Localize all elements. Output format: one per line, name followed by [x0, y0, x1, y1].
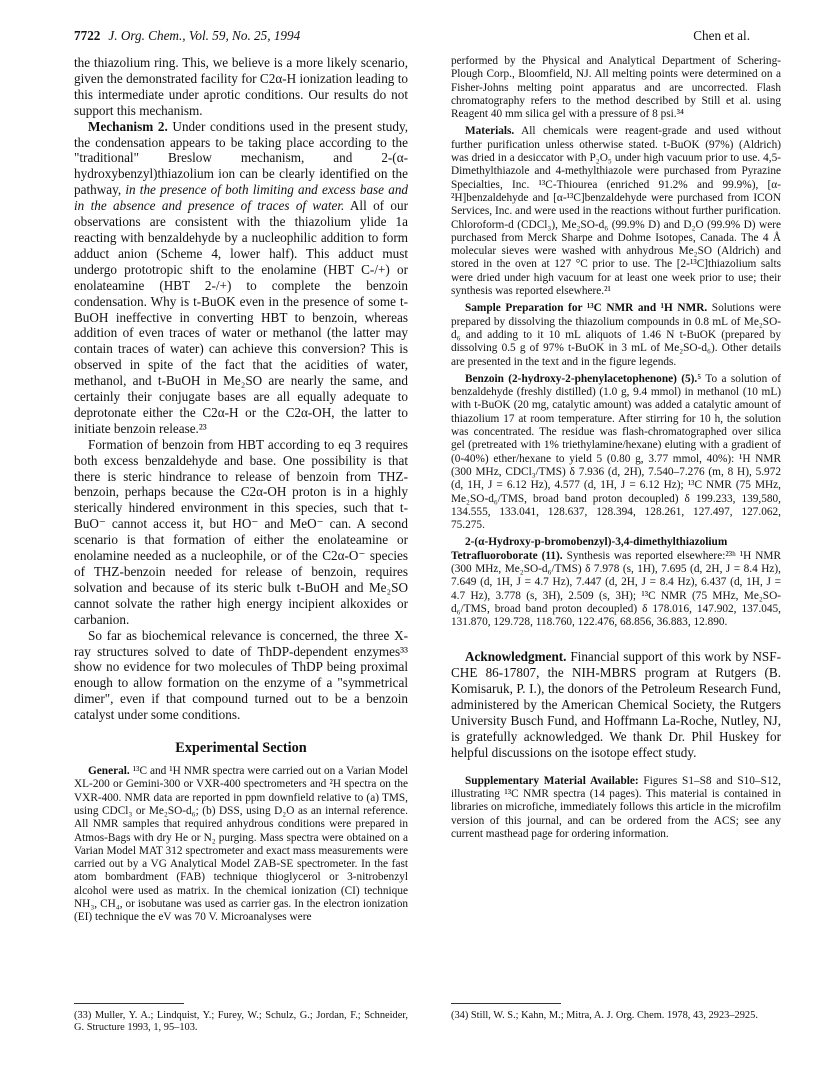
paragraph-analytical: performed by the Physical and Analytical Department of Schering-Plough Corp., Bloomfield, NJ. All melting points were determined on a Fisher-Johns melting point apparatus and are uncorrected. Flash chromatography refers to the method described by Still et al. using Reagent 40 mm silica gel with a pressure of 8 psi.³⁴: [451, 55, 781, 121]
footnote-rule-right: [451, 1003, 561, 1004]
paragraph-acknowledgment: [451, 649, 781, 760]
sample-preparation-heading: Sample Preparation for ¹³C NMR and ¹H NMR.: [465, 302, 708, 315]
mechanism-2-text-b: All of our observations are consistent with the thiazolium ylide 1a reacting with benzaldehyde by a nucleophilic addition to form adduct anion (Scheme 4, lower half). This adduct must undergo prototropic shift to the enolamine (HBT C-/+) or enolateamine (HBT 2-/+) to complete the benzoin condensation. Why is t-BuOK even in the presence of some t-BuOH ineffective in converting HBT to benzoin, whereas addition of even traces of water or methanol (the latter may contain traces of water) can achieve this conversion? This is observed in spite of the fact that the acidities of water, methanol, and t-BuOH in Me₂SO are nearly the same, and certainly their conjugate bases are all equally adequate to deprotonate either the C2α-H or the C2α-OH, the latter to initiate benzoin release.²³: [74, 198, 408, 436]
left-column: [74, 55, 408, 925]
right-column: [451, 55, 781, 841]
paragraph-mechanism-2: [74, 119, 408, 437]
footnote-33: (33) Muller, Y. A.; Lindquist, Y.; Furey, W.; Schulz, G.; Jordan, F.; Schneider, G. Structure 1993, 1, 95–103.: [74, 1010, 408, 1034]
mechanism-2-heading: Mechanism 2.: [88, 118, 168, 134]
sample-preparation-text: Solutions were prepared by dissolving the thiazolium compounds in 0.8 mL of Me₂SO-d₆ and adding to it 10 mL aliquots of 1.46 N t-BuOK (prepared by dissolving 0.5 g of 97% t-BuOK in 3 mL of Me₂SO-d₆). Other details are presented in the text and in the figure legends.: [451, 302, 781, 368]
materials-text: All chemicals were reagent-grade and used without further purification unless otherwise stated. t-BuOK (97%) (Aldrich) was dried in a desiccator with P₂O₅ under high vacuum prior to use. 4,5-Dimethylthiazole and 4-methylthiazole were purchased from Pyrazine Specialties, Inc. ¹³C-Thiourea (enriched 91.2% and 99.9%), [α-²H]benzaldehyde and [α-¹³C]benzaldehyde were purchased from ICON Services, Inc. and were used in the reactions without further purification. Chloroform-d (CDCl₃), Me₂SO-d₆ (99.9% D) and D₂O (99.9% D) were purchased from Merck Sharpe and Dohme Isotopes, Canada. The 4 Å molecular sieves were washed with anhydrous Me₂SO (Aldrich) and stored in the oven at 127 °C prior to use. The [2-¹³C]thiazolium salts were dried under high vacuum for at least one week prior to use; their synthesis was reported elsewhere.²¹: [451, 125, 781, 298]
benzoin-text: ⁵ To a solution of benzaldehyde (freshly distilled) (1.0 g, 9.4 mmol) in methanol (10 mL) with t-BuOK (20 mg, catalytic amount) was added a catalytic amount of thiazolium 17 at room temperature. After stirring for 10 h, the solution was concentrated. The residue was flash-chromatographed over silica gel (pretreated with 1% triethylamine/hexane) eluting with a gradient of (0-40%) ether/hexane to yield 5 (0.80 g, 3.77 mmol, 40%): ¹H NMR (300 MHz, CDCl₃/TMS) δ 7.936 (d, 2H), 7.540–7.276 (m, 8 H), 5.972 (d, 1H, J = 6.12 Hz), 4.577 (d, 1H, J = 6.12 Hz); ¹³C NMR (75 MHz, Me₂SO-d₆/TMS, broad band proton decoupled) δ 199.233, 139,580, 134.555, 133.041, 128.637, 128.394, 128.261, 127.497, 127.062, 75.275.: [451, 372, 781, 532]
footnote-rule-left: [74, 1003, 184, 1004]
paragraph-materials: [451, 125, 781, 298]
supplementary-text: Figures S1–S8 and S10–S12, illustrating ¹³C NMR spectra (14 pages). This material is contained in libraries on microfiche, immediately follows this article in the microfilm version of this journal, and can be ordered from the ACS; see any current masthead page for ordering information.: [451, 774, 781, 840]
running-head: Chen et al.: [693, 28, 750, 43]
paragraph-thiazolium-ring: the thiazolium ring. This, we believe is a more likely scenario, given the demonstrated facility for C2α-H ionization leading to this intermediate under aprotic conditions. Our results do not support this mechanism.: [74, 55, 408, 118]
mechanism-2-italic: in the presence of both limiting and excess base and in the absence and presence of traces of water.: [74, 182, 409, 214]
paragraph-compound-11: [451, 536, 781, 629]
paragraph-general: [74, 765, 408, 925]
experimental-section-title: Experimental Section: [175, 740, 307, 757]
general-text: ¹³C and ¹H NMR spectra were carried out on a Varian Model XL-200 or Gemini-300 or VXR-400 spectrometers and ²H spectra on the VXR-400. NMR data are reported in ppm downfield relative to (a) TMS, using CDCl₃ or Me₂SO-d₆; (b) DSS, using D₂O as an internal reference. All NMR samples that required anhydrous conditions were prepared in Atmos-Bags with dry He or N₂ purging. Mass spectra were obtained on a Varian Model MAT 312 spectrometer and exact mass measurements were carried out by a VG Analytical Model ZAB-SE spectrometer. In the fast atom bombardment (FAB) technique thioglycerol or 3-nitrobenzyl alcohol were used as matrix. In the chemical ionization (CI) technique NH₃, CH₄, or isobutane was used as carrier gas. In the electron ionization (EI) technique the eV was 70 V. Microanalyses were: [74, 765, 408, 924]
acknowledgment-text: Financial support of this work by NSF-CHE 86-17807, the NIH-MBRS program at Rutgers (B. Komisaruk, P. I.), the donors of the Petroleum Research Fund, administered by the American Chemical Society, the Rutgers University Busch Fund, and Hoffmann La-Roche, Nutley, NJ, is gratefully acknowledged. We thank Dr. Phil Huskey for helpful discussions on the isotope effect study.: [451, 649, 781, 760]
paragraph-benzoin: [451, 373, 781, 533]
paragraph-supplementary: [451, 775, 781, 841]
supplementary-heading: Supplementary Material Available:: [465, 774, 639, 787]
journal-citation: J. Org. Chem., Vol. 59, No. 25, 1994: [108, 28, 301, 43]
page-number: 7722: [74, 28, 101, 43]
paragraph-benzoin-formation: Formation of benzoin from HBT according to eq 3 requires both excess benzaldehyde and base. One possibility is that there is steric hindrance to release of benzoin from THZ-benzoin, perhaps because the C2α-OH proton is in a highly sterically hindered environment in this species, such that t-BuO⁻ cannot access it, but HO⁻ and MeO⁻ can. A second scenario is that formation of either the enolateamine or enolamine needed as a nucleophile, or of the C2α-O⁻ species of THZ-benzoin needed for release of benzoin, requires solvation and because of its steric bulk t-BuOH and Me₂SO cannot solvate the rather high energy incipient alkoxides or carbanion.: [74, 436, 408, 627]
paragraph-sample-preparation: [451, 302, 781, 368]
page-header: [74, 28, 750, 48]
materials-heading: Materials.: [465, 125, 515, 138]
paragraph-biochemical-relevance: So far as biochemical relevance is concerned, the three X-ray structures solved to date of ThDP-dependent enzymes³³ show no evidence for two molecules of ThDP being proximal enough to allow formation on the enzyme of a "symmetrical dimer", even if that compound turned out to be a benzoin catalyst under some conditions.: [74, 627, 408, 723]
general-heading: General.: [88, 765, 130, 778]
mechanism-2-text-a: Under conditions used in the present study, the condensation appears to be taking place according to the "traditional" Breslow mechanism, and 2-(α-hydroxybenzyl)thiazolium ion can be clearly identified on the pathway,: [74, 118, 408, 198]
compound-11-text: Synthesis was reported elsewhere:²³ʰ ¹H NMR (300 MHz, Me₂SO-d₆/TMS) δ 7.978 (s, 1H), 7.695 (d, 2H, J = 8.4 Hz), 7.649 (d, 1H, J = 4.7 Hz), 7.447 (d, 2H, J = 8.4 Hz), 6.437 (d, 1H, J = 4.7 Hz), 3.778 (s, 3H), 2.509 (s, 3H); ¹³C NMR (75 MHz, Me₂SO-d₆/TMS, broad band proton decoupled) δ 178.016, 147.902, 137.045, 131.870, 129.728, 118.760, 122.476, 68.856, 36.883, 12.890.: [451, 549, 781, 629]
acknowledgment-heading: Acknowledgment.: [465, 649, 567, 665]
footnote-34: (34) Still, W. S.; Kahn, M.; Mitra, A. J. Org. Chem. 1978, 43, 2923–2925.: [451, 1010, 758, 1021]
benzoin-heading: Benzoin (2-hydroxy-2-phenylacetophenone) (5).: [465, 372, 698, 385]
header-left: [74, 28, 300, 44]
compound-11-heading: 2-(α-Hydroxy-p-bromobenzyl)-3,4-dimethylthiazolium Tetrafluoroborate (11).: [451, 536, 728, 562]
